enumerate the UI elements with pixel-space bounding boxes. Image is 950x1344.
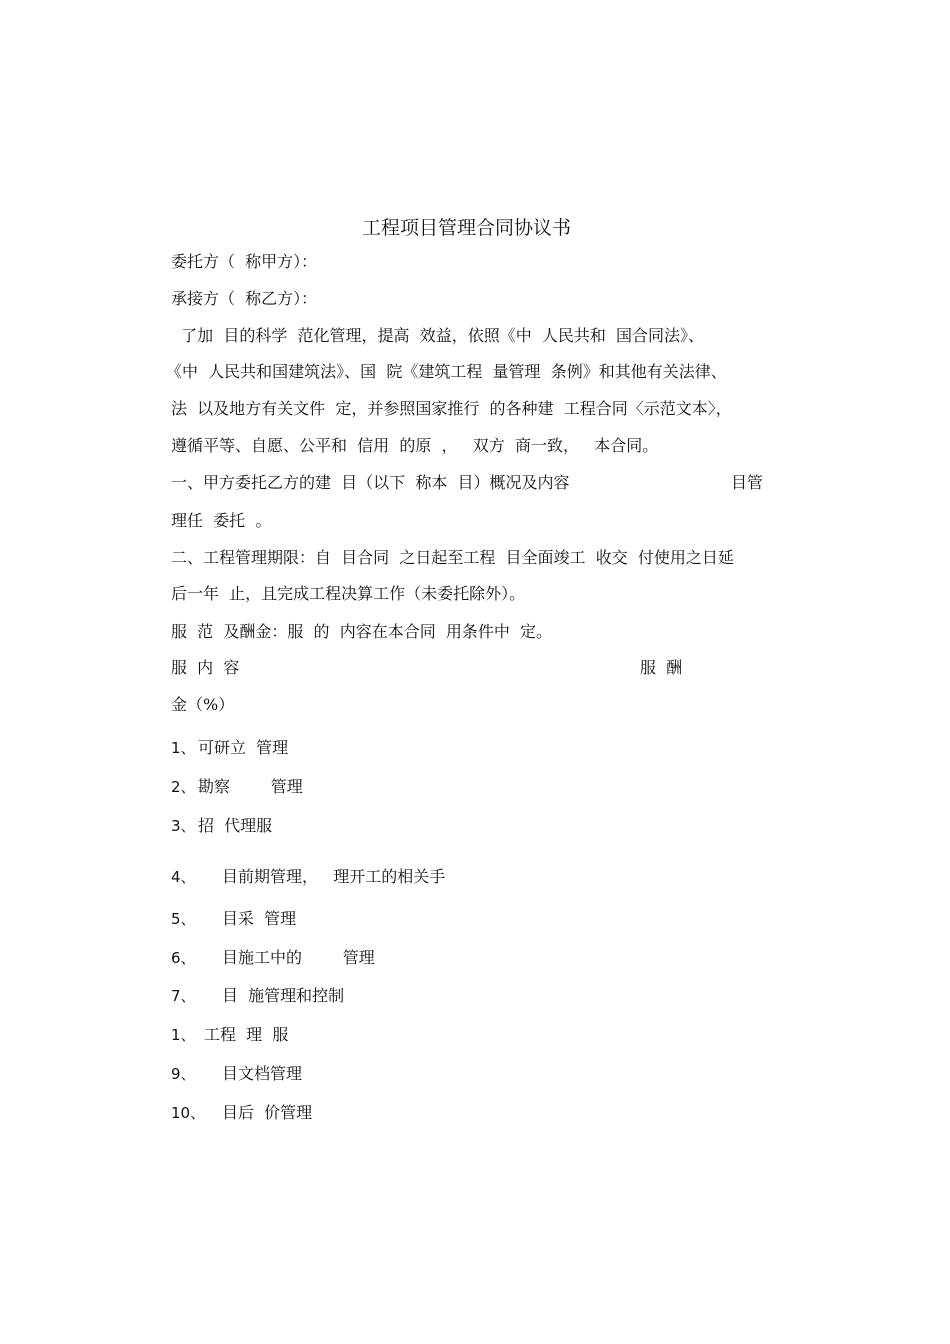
item-number: 6、 (171, 949, 196, 967)
service-intro: 服 范 及酬金：服 的 内容在本合同 用条件中 定。 (171, 622, 553, 641)
clause-1-line: 一、甲方委托乙方的建 目（以下 称本 目）概况及内容 (171, 473, 570, 492)
item-text: 目施工中的 管理 (222, 948, 375, 967)
preamble-line: 了加 目的科学 范化管理，提高 效益，依照《中 人民共和 国合同法》、 (171, 326, 705, 345)
clause-2-line: 后一年 止，且完成工程决算工作（未委托除外）。 (171, 584, 526, 603)
item-number: 5、 (171, 910, 196, 928)
party-a-line: 委托方（ 称甲方）： (171, 252, 318, 271)
item-number: 9、 (171, 1065, 196, 1083)
item-text: 目采 管理 (222, 909, 297, 928)
item-number: 3、 (171, 817, 196, 835)
item-number: 10、 (171, 1104, 206, 1122)
item-number: 2、 (171, 778, 196, 796)
item-number: 4、 (171, 868, 196, 886)
service-fee-header-cont: 金（%） (171, 695, 235, 714)
preamble-line: 法 以及地方有关文件 定，并参照国家推行 的各种建 工程合同〈示范文本〉， (171, 399, 732, 418)
service-content-header: 服 内 容 (171, 658, 240, 677)
service-fee-header: 服 酬 (640, 658, 683, 677)
item-text: 招 代理服 (198, 816, 273, 835)
item-number: 1、 (171, 739, 196, 757)
item-text: 可研立 管理 (198, 738, 289, 757)
item-number: 1、 (171, 1026, 196, 1044)
item-text: 目后 价管理 (222, 1103, 313, 1122)
preamble-line: 《中 人民共和国建筑法》、国 院《建筑工程 量管理 条例》和其他有关法律、 (166, 362, 727, 381)
item-text: 勘察 管理 (198, 777, 303, 796)
party-b-line: 承接方（ 称乙方）： (171, 289, 318, 308)
clause-1-line-right: 目管 (731, 473, 764, 492)
item-text: 目前期管理， 理开工的相关手 (222, 867, 446, 886)
clause-1-line: 理任 委托 。 (171, 511, 272, 530)
page-title: 工程项目管理合同协议书 (362, 217, 572, 239)
clause-2-line: 二、工程管理期限：自 目合同 之日起至工程 目全面竣工 收交 付使用之日延 (171, 548, 734, 567)
item-number: 7、 (171, 987, 196, 1005)
item-text: 工程 理 服 (204, 1025, 289, 1044)
item-text: 目 施管理和控制 (222, 986, 345, 1005)
preamble-line: 遵循平等、自愿、公平和 信用 的原 ， 双方 商一致， 本合同。 (171, 436, 659, 455)
item-text: 目文档管理 (222, 1064, 303, 1083)
